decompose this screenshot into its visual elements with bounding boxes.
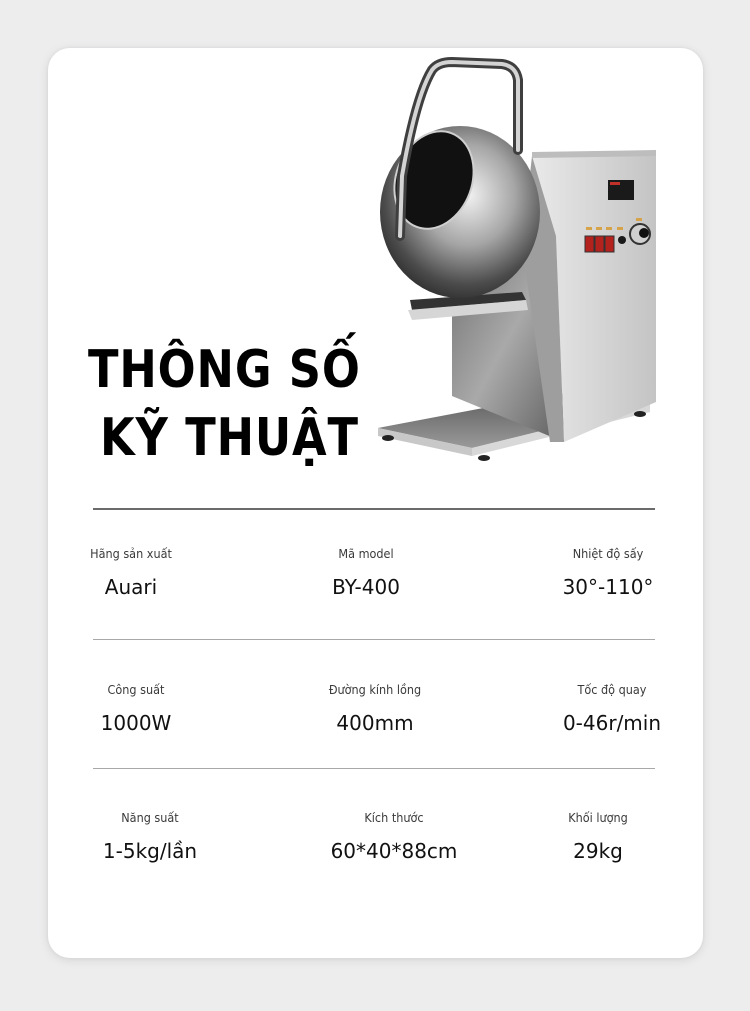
spec-value: 60*40*88cm (330, 839, 458, 863)
spec-capacity (65, 810, 235, 863)
spec-dimensions (309, 810, 479, 863)
spec-manufacturer (46, 546, 216, 599)
row-divider (93, 768, 655, 769)
spec-value: 1-5kg/lần (102, 839, 198, 863)
spec-value: BY-400 (332, 575, 400, 599)
row-divider (93, 639, 655, 640)
spec-value: 400mm (336, 711, 414, 735)
spec-label: Tốc độ quay (577, 682, 647, 697)
spec-value: 30°-110° (562, 575, 654, 599)
spec-power (51, 682, 221, 735)
spec-rotation-speed (527, 682, 697, 735)
spec-drying-temp (523, 546, 693, 599)
spec-label: Hãng sản xuất (90, 546, 172, 561)
spec-label: Nhiệt độ sấy (572, 546, 644, 561)
spec-model (281, 546, 451, 599)
spec-value: 29kg (573, 839, 623, 863)
coating-machine-image (372, 56, 662, 504)
header-divider (93, 508, 655, 510)
spec-label: Công suất (107, 682, 165, 697)
spec-label: Kích thước (364, 810, 424, 825)
spec-label: Đường kính lồng (328, 682, 422, 697)
spec-label: Khối lượng (568, 810, 628, 825)
title-line-2: KỸ THUẬT (100, 408, 359, 468)
spec-label: Năng suất (121, 810, 179, 825)
title-line-1: THÔNG SỐ (88, 340, 361, 400)
spec-value: Auari (104, 575, 158, 599)
spec-value: 1000W (100, 711, 172, 735)
spec-drum-diameter (290, 682, 460, 735)
spec-weight (513, 810, 683, 863)
spec-value: 0-46r/min (562, 711, 662, 735)
page-title (88, 336, 361, 472)
spec-label: Mã model (338, 546, 394, 561)
